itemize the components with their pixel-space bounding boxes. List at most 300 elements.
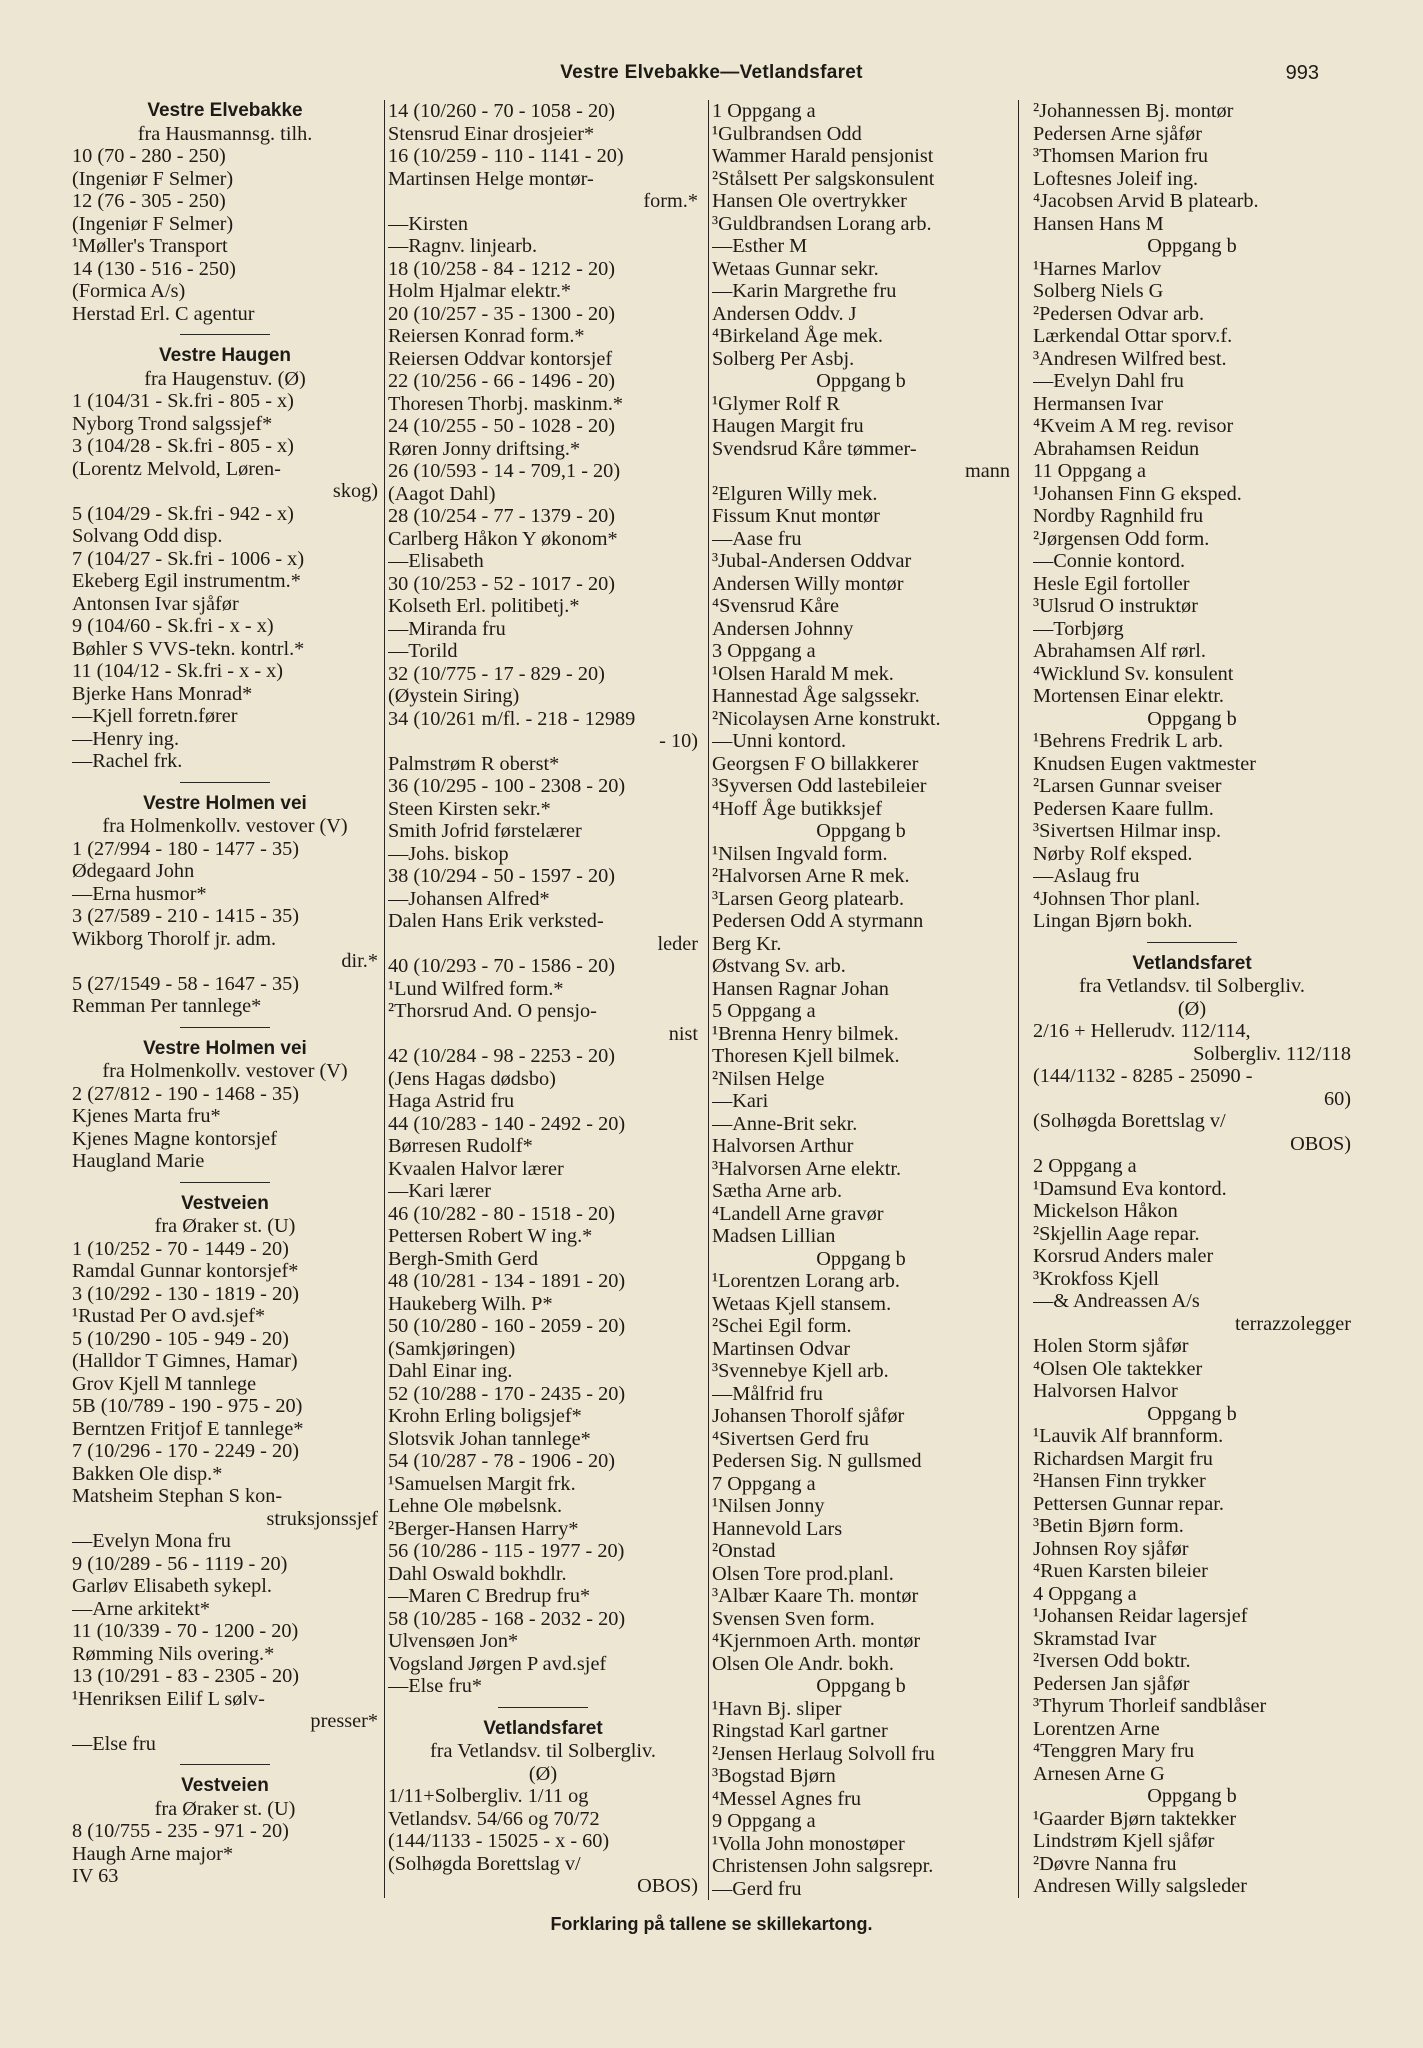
street-subheading: fra Vetlandsv. til Solbergliv. — [1079, 975, 1305, 997]
street-subheading: Oppgang b — [816, 1247, 906, 1270]
directory-entry: 5 (10/290 - 105 - 949 - 20) — [72, 1327, 289, 1350]
directory-entry: 22 (10/256 - 66 - 1496 - 20) — [388, 370, 616, 392]
directory-entry: form.* — [643, 190, 698, 212]
directory-entry: Dalen Hans Erik verksted- — [388, 910, 604, 932]
directory-entry: —Henry ing. — [72, 727, 180, 750]
directory-entry: 52 (10/288 - 170 - 2435 - 20) — [388, 1382, 626, 1405]
directory-entry: ¹Olsen Harald M mek. — [712, 662, 894, 685]
directory-entry: Abrahamsen Reidun — [1033, 437, 1200, 460]
directory-entry: ²Elguren Willy mek. — [712, 482, 878, 505]
directory-entry: - 10) — [659, 730, 698, 752]
street-heading: Vetlandsfaret — [483, 1717, 603, 1739]
directory-entry: Pedersen Arne sjåfør — [1033, 122, 1202, 145]
directory-entry: 42 (10/284 - 98 - 2253 - 20) — [388, 1045, 616, 1067]
directory-entry: Johansen Thorolf sjåfør — [712, 1405, 905, 1427]
directory-entry: 48 (10/281 - 134 - 1891 - 20) — [388, 1270, 626, 1292]
directory-entry: Hansen Ole overtrykker — [712, 190, 907, 212]
directory-entry: 3 (27/589 - 210 - 1415 - 35) — [72, 905, 300, 927]
directory-entry: ²Døvre Nanna fru — [1033, 1852, 1177, 1875]
directory-entry: (Aagot Dahl) — [388, 482, 496, 505]
directory-entry: ¹Gaarder Bjørn taktekker — [1033, 1807, 1237, 1830]
street-subheading: Oppgang b — [1147, 1785, 1237, 1807]
directory-entry: Lehne Ole møbelsnk. — [388, 1495, 563, 1517]
directory-entry: ¹Brenna Henry bilmek. — [712, 1022, 899, 1045]
street-heading: Vestre Elvebakke — [147, 100, 303, 121]
directory-entry: 3 (104/28 - Sk.fri - 805 - x) — [72, 435, 294, 457]
street-heading: Vetlandsfaret — [1132, 952, 1252, 974]
directory-entry: Pedersen Odd A styrmann — [712, 910, 924, 932]
directory-entry: —Else fru* — [388, 1675, 483, 1697]
directory-entry: Bakken Ole disp.* — [72, 1462, 223, 1485]
directory-entry: Lorentzen Arne — [1033, 1717, 1160, 1740]
directory-entry: —Unni kontord. — [712, 730, 847, 752]
directory-entry: Garløv Elisabeth sykepl. — [72, 1575, 272, 1597]
directory-entry: ¹Rustad Per O avd.sjef* — [72, 1305, 266, 1327]
directory-entry: Hermansen Ivar — [1033, 392, 1164, 415]
directory-entry: ³Jubal-Andersen Oddvar — [712, 550, 912, 572]
directory-entry: Remman Per tannlege* — [72, 995, 262, 1017]
directory-entry: ²Berger-Hansen Harry* — [388, 1517, 579, 1540]
directory-entry: —Johs. biskop — [388, 842, 509, 865]
street-subheading: fra Øraker st. (U) — [154, 1797, 296, 1820]
directory-entry: Wammer Harald pensjonist — [712, 145, 934, 167]
directory-entry: ²Schei Egil form. — [712, 1315, 852, 1337]
directory-entry: 7 (104/27 - Sk.fri - 1006 - x) — [72, 547, 305, 570]
directory-entry: 10 (70 - 280 - 250) — [72, 145, 226, 167]
directory-entry: Haugen Margit fru — [712, 415, 864, 437]
directory-entry: Kvaalen Halvor lærer — [388, 1157, 564, 1180]
directory-entry: 5 Oppgang a — [712, 1000, 816, 1022]
directory-entry: 24 (10/255 - 50 - 1028 - 20) — [388, 415, 616, 437]
directory-entry: —Målfrid fru — [712, 1382, 823, 1405]
directory-entry: (144/1132 - 8285 - 25090 - — [1033, 1065, 1253, 1087]
directory-entry: —Erna husmor* — [72, 882, 207, 905]
directory-entry: (Ingeniør F Selmer) — [72, 167, 234, 190]
directory-entry: ¹Harnes Marlov — [1033, 257, 1162, 280]
directory-entry: Pedersen Kaare fullm. — [1033, 797, 1214, 820]
directory-entry: ²Pedersen Odvar arb. — [1033, 302, 1205, 325]
directory-entry: 9 (104/60 - Sk.fri - x - x) — [72, 615, 274, 637]
column-4 — [1018, 100, 1351, 1898]
directory-entry: Andresen Willy salgsleder — [1033, 1875, 1247, 1897]
directory-entry: Martinsen Odvar — [712, 1337, 850, 1360]
directory-entry: 1 Oppgang a — [712, 100, 816, 122]
directory-entry: ¹Lund Wilfred form.* — [388, 977, 564, 1000]
column-2 — [384, 100, 698, 1898]
directory-entry: 50 (10/280 - 160 - 2059 - 20) — [388, 1315, 626, 1337]
directory-entry: ³Guldbrandsen Lorang arb. — [712, 212, 932, 235]
directory-entry: 14 (130 - 516 - 250) — [72, 257, 236, 280]
directory-entry: Korsrud Anders maler — [1033, 1245, 1214, 1267]
directory-entry: —Esther M — [712, 235, 808, 257]
directory-entry: Hesle Egil fortoller — [1033, 572, 1190, 595]
street-subheading: fra Vetlandsv. til Solbergliv. — [430, 1740, 656, 1762]
directory-entry: ³Ulsrud O instruktør — [1033, 595, 1198, 617]
directory-entry: ³Albær Kaare Th. montør — [712, 1585, 919, 1607]
street-subheading: Oppgang b — [816, 370, 906, 392]
directory-entry: Haugh Arne major* — [72, 1842, 234, 1865]
column-3 — [708, 100, 1010, 1900]
directory-entry: 14 (10/260 - 70 - 1058 - 20) — [388, 100, 616, 122]
directory-entry: Kjenes Magne kontorsjef — [72, 1127, 278, 1150]
directory-entry: Lærkendal Ottar sporv.f. — [1033, 325, 1233, 347]
directory-entry: ⁴Birkeland Åge mek. — [712, 325, 883, 347]
directory-entry: ³Svennebye Kjell arb. — [712, 1360, 889, 1382]
street-heading: Vestveien — [181, 1192, 269, 1214]
directory-entry: ⁴Messel Agnes fru — [712, 1787, 862, 1810]
directory-entry: —Elisabeth — [388, 550, 484, 572]
directory-entry: ⁴Kveim A M reg. revisor — [1033, 415, 1234, 437]
page-number: 993 — [1285, 62, 1319, 84]
directory-entry: Østvang Sv. arb. — [712, 955, 846, 977]
directory-entry: Rømming Nils overing.* — [72, 1642, 275, 1665]
directory-entry: Haugland Marie — [72, 1150, 205, 1172]
directory-entry: Hannestad Åge salgssekr. — [712, 685, 920, 707]
directory-entry: Andersen Oddv. J — [712, 302, 857, 325]
directory-entry: ⁴Landell Arne gravør — [712, 1202, 884, 1225]
directory-entry: ¹Gulbrandsen Odd — [712, 122, 862, 145]
directory-entry: ²Skjellin Aage repar. — [1033, 1222, 1200, 1245]
street-heading: Vestveien — [181, 1775, 269, 1796]
directory-entry: Lindstrøm Kjell sjåfør — [1033, 1830, 1215, 1852]
directory-entry: Johnsen Roy sjåfør — [1033, 1537, 1189, 1560]
directory-entry: ³Thomsen Marion fru — [1033, 145, 1209, 167]
directory-entry: Wetaas Kjell stansem. — [712, 1292, 892, 1315]
street-subheading: (Ø) — [528, 1762, 558, 1785]
directory-entry: terrazzolegger — [1235, 1312, 1351, 1335]
directory-entry: 28 (10/254 - 77 - 1379 - 20) — [388, 505, 616, 527]
directory-entry: (Ingeniør F Selmer) — [72, 212, 234, 235]
directory-entry: ¹Havn Bj. sliper — [712, 1697, 842, 1720]
directory-entry: Nordby Ragnhild fru — [1033, 505, 1204, 527]
directory-entry: ²Nilsen Helge — [712, 1067, 825, 1090]
directory-entry: (144/1133 - 15025 - x - 60) — [388, 1830, 610, 1852]
directory-entry: mann — [964, 460, 1010, 482]
page-header — [0, 62, 1423, 92]
directory-entry: —& Andreassen A/s — [1033, 1290, 1200, 1312]
directory-entry: Holm Hjalmar elektr.* — [388, 280, 572, 302]
directory-entry: 4 Oppgang a — [1033, 1582, 1137, 1605]
directory-entry: Slotsvik Johan tannlege* — [388, 1427, 591, 1450]
directory-entry: 5 (104/29 - Sk.fri - 942 - x) — [72, 502, 294, 525]
directory-entry: ²Jensen Herlaug Solvoll fru — [712, 1742, 935, 1765]
directory-entry: Kolseth Erl. politibetj.* — [388, 595, 580, 617]
directory-entry: ¹Møller's Transport — [72, 235, 228, 257]
directory-entry: Bergh-Smith Gerd — [388, 1247, 539, 1270]
directory-entry: 30 (10/253 - 52 - 1017 - 20) — [388, 572, 616, 595]
directory-entry: 5B (10/789 - 190 - 975 - 20) — [72, 1395, 303, 1417]
directory-entry: —Kirsten — [388, 212, 468, 235]
directory-entry: 2/16 + Hellerudv. 112/114, — [1033, 1020, 1251, 1042]
section-divider — [180, 1182, 270, 1183]
directory-entry: —Aslaug fru — [1033, 865, 1140, 887]
directory-entry: IV 63 — [72, 1865, 119, 1887]
directory-entry: Halvorsen Arthur — [712, 1135, 854, 1157]
directory-entry: 7 Oppgang a — [712, 1472, 816, 1495]
directory-entry: (Lorentz Melvold, Løren- — [72, 457, 281, 480]
directory-entry: ¹Lorentzen Lorang arb. — [712, 1270, 900, 1292]
directory-entry: Hansen Ragnar Johan — [712, 977, 889, 1000]
directory-entry: Grov Kjell M tannlege — [72, 1372, 257, 1395]
directory-entry: —Torild — [388, 640, 458, 662]
directory-entry: ³Halvorsen Arne elektr. — [712, 1157, 902, 1180]
directory-entry: Nyborg Trond salgssjef* — [72, 412, 273, 435]
directory-entry: ¹Henriksen Eilif L sølv- — [72, 1687, 265, 1710]
directory-entry: Herstad Erl. C agentur — [72, 302, 255, 325]
directory-entry: ²Stålsett Per salgskonsulent — [712, 167, 935, 190]
directory-entry: Ødegaard John — [72, 860, 195, 882]
directory-entry: —Kari — [712, 1090, 769, 1112]
directory-entry: (Samkjøringen) — [388, 1337, 516, 1360]
directory-entry: Sætha Arne arb. — [712, 1180, 843, 1202]
street-heading: Vestre Holmen vei — [143, 792, 307, 814]
directory-entry: (Solhøgda Borettslag v/ — [1033, 1110, 1226, 1132]
directory-entry: (Halldor T Gimnes, Hamar) — [72, 1350, 298, 1372]
directory-entry: Berg Kr. — [712, 932, 782, 955]
street-subheading: fra Holmenkollv. vestover (V) — [102, 815, 348, 837]
directory-entry: Lingan Bjørn bokh. — [1033, 910, 1193, 932]
street-subheading: Oppgang b — [1147, 1402, 1237, 1425]
directory-entry: Arnesen Arne G — [1033, 1762, 1165, 1785]
directory-entry: OBOS) — [637, 1875, 698, 1897]
directory-entry: 40 (10/293 - 70 - 1586 - 20) — [388, 955, 616, 977]
directory-entry: Ramdal Gunnar kontorsjef* — [72, 1260, 299, 1282]
section-divider — [180, 334, 270, 335]
directory-entry: Madsen Lillian — [712, 1225, 836, 1247]
directory-entry: 1 (104/31 - Sk.fri - 805 - x) — [72, 390, 294, 412]
directory-entry: Halvorsen Halvor — [1033, 1380, 1178, 1402]
directory-entry: 38 (10/294 - 50 - 1597 - 20) — [388, 865, 616, 887]
directory-entry: —Torbjørg — [1033, 617, 1124, 640]
directory-entry: Haga Astrid fru — [388, 1090, 515, 1112]
directory-entry: Mortensen Einar elektr. — [1033, 685, 1224, 707]
directory-entry: ⁴Sivertsen Gerd fru — [712, 1427, 869, 1450]
directory-entry: Ekeberg Egil instrumentm.* — [72, 570, 301, 592]
directory-entry: 3 (10/292 - 130 - 1819 - 20) — [72, 1282, 300, 1305]
directory-entry: —Anne-Brit sekr. — [712, 1112, 858, 1135]
directory-entry: ¹Behrens Fredrik L arb. — [1033, 730, 1224, 752]
street-subheading: Oppgang b — [816, 1675, 906, 1697]
directory-entry: 36 (10/295 - 100 - 2308 - 20) — [388, 775, 626, 797]
directory-entry: Svendsrud Kåre tømmer- — [712, 437, 917, 460]
section-divider — [1147, 942, 1237, 943]
street-subheading: Oppgang b — [1147, 235, 1237, 257]
directory-entry: ¹Lauvik Alf brannform. — [1033, 1425, 1224, 1447]
directory-entry: Haukeberg Wilh. P* — [388, 1292, 553, 1315]
directory-entry: 26 (10/593 - 14 - 709,1 - 20) — [388, 460, 621, 482]
directory-entry: OBOS) — [1290, 1132, 1351, 1155]
directory-entry: ³Krokfoss Kjell — [1033, 1267, 1160, 1290]
directory-entry: Røren Jonny driftsing.* — [388, 437, 581, 460]
directory-entry: Wikborg Thorolf jr. adm. — [72, 927, 277, 950]
directory-entry: Reiersen Konrad form.* — [388, 325, 585, 347]
section-divider — [180, 1764, 270, 1765]
directory-entry: 11 Oppgang a — [1033, 460, 1147, 482]
directory-entry: ⁴Kjernmoen Arth. montør — [712, 1630, 921, 1652]
directory-entry: —Connie kontord. — [1033, 550, 1186, 572]
directory-entry: ⁴Olsen Ole taktekker — [1033, 1357, 1203, 1380]
directory-entry: Børresen Rudolf* — [388, 1135, 533, 1157]
directory-entry: (Øystein Siring) — [388, 685, 520, 707]
directory-entry: —Arne arkitekt* — [72, 1597, 210, 1620]
directory-entry: ¹Johansen Finn G eksped. — [1033, 482, 1242, 505]
directory-entry: (Formica A/s) — [72, 280, 186, 302]
directory-entry: Richardsen Margit fru — [1033, 1447, 1213, 1470]
directory-entry: Olsen Tore prod.planl. — [712, 1562, 894, 1585]
directory-entry: ¹Samuelsen Margit frk. — [388, 1472, 576, 1495]
directory-entry: Bjerke Hans Monrad* — [72, 682, 253, 705]
directory-entry: presser* — [310, 1710, 378, 1732]
directory-entry: Ringstad Karl gartner — [712, 1720, 888, 1742]
directory-entry: Berntzen Fritjof E tannlege* — [72, 1417, 304, 1440]
directory-entry: ¹Glymer Rolf R — [712, 392, 840, 415]
directory-entry: 18 (10/258 - 84 - 1212 - 20) — [388, 257, 616, 280]
directory-entry: ⁴Svensrud Kåre — [712, 595, 840, 617]
directory-entry: Stensrud Einar drosjeier* — [388, 122, 595, 145]
directory-entry: Pettersen Gunnar repar. — [1033, 1492, 1224, 1515]
directory-entry: —Ragnv. linjearb. — [388, 235, 538, 257]
street-heading: Vestre Holmen vei — [143, 1037, 307, 1059]
directory-entry: Martinsen Helge montør- — [388, 167, 594, 190]
directory-entry: Vogsland Jørgen P avd.sjef — [388, 1652, 607, 1675]
directory-entry: (Solhøgda Borettslag v/ — [388, 1852, 581, 1875]
directory-entry: Fissum Knut montør — [712, 505, 880, 527]
directory-entry: Abrahamsen Alf rørl. — [1033, 640, 1206, 662]
directory-entry: Reiersen Oddvar kontorsjef — [388, 347, 613, 370]
directory-entry: Skramstad Ivar — [1033, 1627, 1157, 1650]
directory-entry: Antonsen Ivar sjåfør — [72, 592, 239, 615]
directory-entry: —Kari lærer — [388, 1180, 492, 1202]
directory-entry: Bøhler S VVS-tekn. kontrl.* — [72, 637, 305, 660]
directory-entry: 7 (10/296 - 170 - 2249 - 20) — [72, 1440, 300, 1462]
directory-entry: ²Jørgensen Odd form. — [1033, 527, 1210, 550]
directory-entry: 12 (76 - 305 - 250) — [72, 190, 226, 212]
directory-entry: Solberg Niels G — [1033, 280, 1164, 302]
directory-entry: Dahl Oswald bokhdlr. — [388, 1562, 567, 1585]
directory-entry: ³Thyrum Thorleif sandblåser — [1033, 1695, 1267, 1717]
directory-entry: —Karin Margrethe fru — [712, 280, 897, 302]
directory-entry: Hansen Hans M — [1033, 212, 1164, 235]
directory-entry: Olsen Ole Andr. bokh. — [712, 1652, 894, 1675]
directory-entry: ³Larsen Georg platearb. — [712, 887, 905, 910]
directory-entry: 58 (10/285 - 168 - 2032 - 20) — [388, 1607, 626, 1630]
directory-entry: 1/11+Solbergliv. 1/11 og — [388, 1785, 589, 1807]
directory-entry: dir.* — [341, 950, 378, 972]
directory-entry: ³Bogstad Bjørn — [712, 1765, 836, 1787]
section-divider — [180, 1027, 270, 1028]
directory-entry: 5 (27/1549 - 58 - 1647 - 35) — [72, 972, 300, 995]
street-subheading: fra Øraker st. (U) — [154, 1215, 296, 1237]
street-heading: Vestre Haugen — [159, 345, 291, 366]
directory-entry: ⁴Ruen Karsten bileier — [1033, 1560, 1208, 1582]
directory-entry: Christensen John salgsrepr. — [712, 1855, 934, 1877]
directory-entry: ¹Damsund Eva kontord. — [1033, 1177, 1227, 1200]
street-subheading: Oppgang b — [816, 820, 906, 842]
footer-note: Forklaring på tallene se skillekartong. — [550, 1914, 873, 1934]
directory-entry: Andersen Johnny — [712, 617, 854, 640]
section-divider — [498, 1707, 588, 1708]
directory-entry: Solbergliv. 112/118 — [1193, 1042, 1351, 1065]
directory-entry: ³Syversen Odd lastebileier — [712, 775, 927, 797]
directory-entry: Holen Storm sjåfør — [1033, 1335, 1189, 1357]
directory-entry: Georgsen F O billakkerer — [712, 752, 919, 775]
directory-entry: ²Hansen Finn trykker — [1033, 1470, 1206, 1492]
directory-entry: Matsheim Stephan S kon- — [72, 1485, 283, 1507]
directory-entry: ⁴Wicklund Sv. konsulent — [1033, 662, 1234, 685]
directory-entry: Ulvensøen Jon* — [388, 1630, 519, 1652]
directory-entry: Kjenes Marta fru* — [72, 1105, 221, 1127]
directory-entry: 8 (10/755 - 235 - 971 - 20) — [72, 1820, 289, 1842]
directory-entry: 32 (10/775 - 17 - 829 - 20) — [388, 662, 605, 685]
directory-entry: 13 (10/291 - 83 - 2305 - 20) — [72, 1665, 300, 1687]
directory-entry: ¹Johansen Reidar lagersjef — [1033, 1605, 1248, 1627]
directory-entry: —Evelyn Dahl fru — [1033, 370, 1184, 392]
directory-entry: —Johansen Alfred* — [388, 887, 550, 910]
directory-entry: Carlberg Håkon Y økonom* — [388, 527, 618, 550]
directory-entry: 1 (27/994 - 180 - 1477 - 35) — [72, 837, 300, 860]
directory-entry: Smith Jofrid førstelærer — [388, 820, 582, 842]
directory-entry: ²Johannessen Bj. montør — [1033, 100, 1234, 122]
directory-entry: 11 (104/12 - Sk.fri - x - x) — [72, 660, 284, 682]
directory-entry: —Gerd fru — [712, 1877, 802, 1900]
directory-entry: 46 (10/282 - 80 - 1518 - 20) — [388, 1202, 616, 1225]
directory-entry: Thoresen Thorbj. maskinm.* — [388, 392, 624, 415]
directory-entry: ¹Nilsen Jonny — [712, 1495, 825, 1517]
directory-entry: ⁴Hoff Åge butikksjef — [712, 797, 883, 820]
directory-entry: ⁴Jacobsen Arvid B platearb. — [1033, 190, 1259, 212]
page-title: Vestre Elvebakke—Vetlandsfaret — [560, 62, 863, 83]
directory-entry: Pedersen Sig. N gullsmed — [712, 1450, 922, 1472]
directory-entry: ³Andresen Wilfred best. — [1033, 347, 1227, 370]
directory-entry: Nørby Rolf eksped. — [1033, 842, 1193, 865]
directory-entry: —Miranda fru — [388, 617, 506, 640]
directory-entry: Thoresen Kjell bilmek. — [712, 1045, 900, 1067]
street-subheading: fra Hausmannsg. tilh. — [137, 122, 313, 145]
directory-entry: Pedersen Jan sjåfør — [1033, 1672, 1190, 1695]
directory-entry: 2 Oppgang a — [1033, 1155, 1137, 1177]
directory-entry: —Else fru — [72, 1732, 156, 1755]
directory-entry: ²Iversen Odd boktr. — [1033, 1650, 1191, 1672]
directory-entry: Solvang Odd disp. — [72, 525, 223, 547]
directory-entry: 56 (10/286 - 115 - 1977 - 20) — [388, 1540, 625, 1562]
directory-entry: —Maren C Bredrup fru* — [388, 1585, 591, 1607]
directory-entry: Solberg Per Asbj. — [712, 347, 855, 370]
directory-entry: (Jens Hagas dødsbo) — [388, 1067, 556, 1090]
street-subheading: (Ø) — [1177, 997, 1207, 1020]
directory-entry: Andersen Willy montør — [712, 572, 904, 595]
directory-entry: 1 (10/252 - 70 - 1449 - 20) — [72, 1237, 289, 1260]
directory-entry: —Aase fru — [712, 527, 802, 550]
directory-entry: ¹Nilsen Ingvald form. — [712, 842, 888, 865]
directory-entry: ¹Volla John monostøper — [712, 1832, 905, 1855]
directory-entry: 11 (10/339 - 70 - 1200 - 20) — [72, 1620, 299, 1642]
directory-entry: Wetaas Gunnar sekr. — [712, 257, 879, 280]
directory-entry: 3 Oppgang a — [712, 640, 816, 662]
directory-entry: ²Thorsrud And. O pensjo- — [388, 1000, 597, 1022]
directory-entry: ²Nicolaysen Arne konstrukt. — [712, 707, 941, 730]
directory-entry: Steen Kirsten sekr.* — [388, 797, 551, 820]
directory-entry: struksjonssjef — [266, 1507, 378, 1530]
directory-entry: 16 (10/259 - 110 - 1141 - 20) — [388, 145, 624, 167]
directory-entry: 9 (10/289 - 56 - 1119 - 20) — [72, 1552, 288, 1575]
street-subheading: Oppgang b — [1147, 707, 1237, 730]
directory-entry: leder — [657, 932, 698, 955]
directory-entry: Krohn Erling boligsjef* — [388, 1405, 582, 1427]
column-1 — [72, 100, 378, 1888]
directory-entry: Svensen Sven form. — [712, 1607, 875, 1630]
directory-entry: 2 (27/812 - 190 - 1468 - 35) — [72, 1082, 300, 1105]
street-subheading: fra Holmenkollv. vestover (V) — [102, 1060, 348, 1082]
